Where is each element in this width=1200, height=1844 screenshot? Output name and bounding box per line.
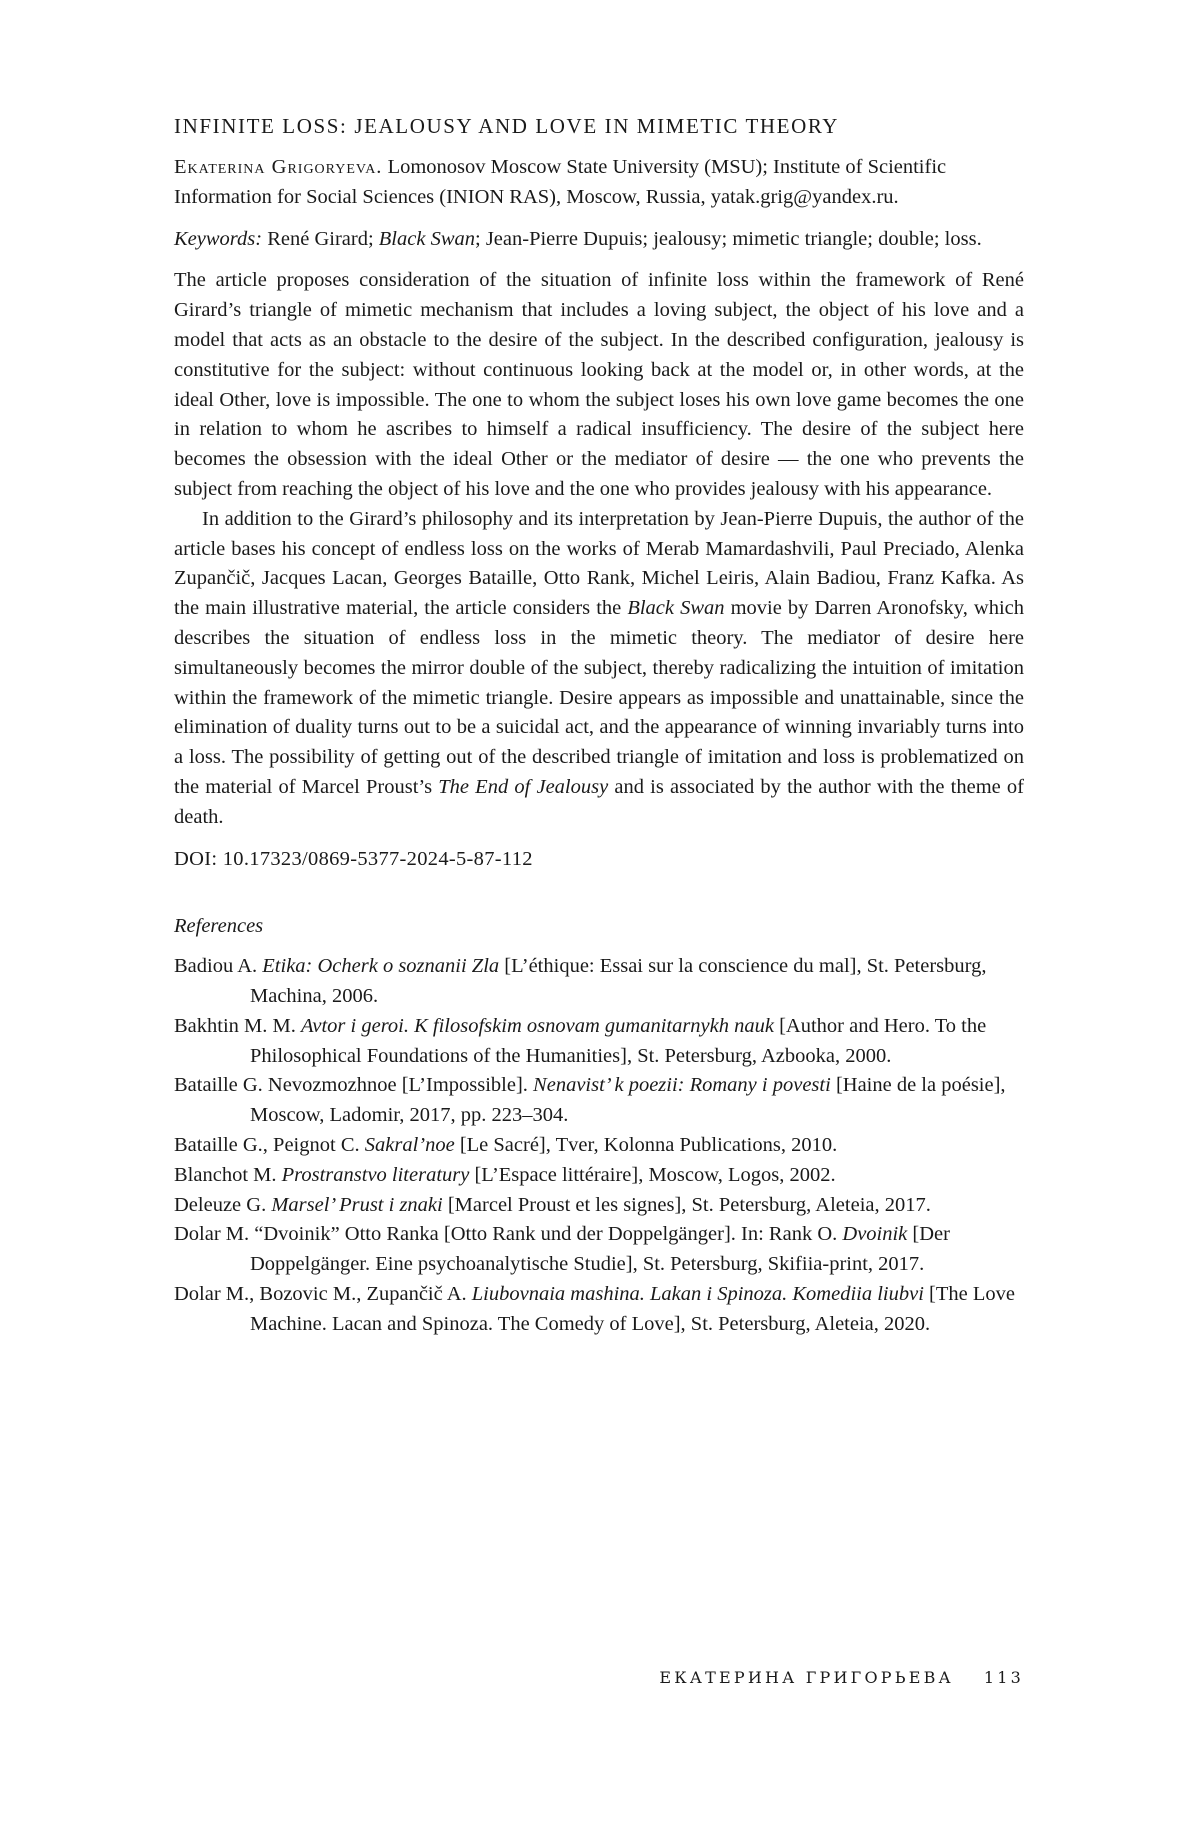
author-name: Ekaterina Grigoryeva.: [174, 156, 383, 178]
abstract-paragraph-1: The article proposes consideration of the situation of infinite loss within the framework of René Girard’s triangle of mimetic mechanism that includes a loving subject, the object of his love and a model that acts as an obstacle to the desire of the subject. In the described configuration, jealousy is constitutive for the subject: without continuous looking back at the model or, in other words, at the ideal Other, love is impossible. The one to whom the subject loses his own love game becomes the one in relation to whom he ascribes to himself a radical insufficiency. The desire of the subject here becomes the obsession with the ideal Other or the mediator of desire — the one who prevents the subject from reaching the object of his love and the one who provides jealousy with his appearance.: [174, 269, 1024, 500]
reference-item: [174, 1191, 1024, 1221]
reference-item: [174, 1220, 1024, 1280]
abstract-paragraph-2: [174, 505, 1024, 833]
article-title: INFINITE LOSS: JEALOUSY AND LOVE IN MIMETIC THEORY: [174, 114, 840, 138]
doi: DOI: 10.17323/0869-5377-2024-5-87-112: [174, 847, 533, 870]
text-run: [The Love Machine. Lacan and Spinoza. The Comedy of Love], St. Petersburg, Aleteia, 2020.: [250, 1282, 1015, 1335]
italic-run: Sakral’noe: [364, 1133, 455, 1156]
text-run: René Girard;: [262, 227, 379, 250]
running-head: ЕКАТЕРИНА ГРИГОРЬЕВА: [659, 1668, 954, 1687]
italic-run: Avtor i geroi. K filosofskim osnovam gumanitarnykh nauk: [301, 1014, 774, 1037]
text-run: Badiou A.: [174, 955, 263, 978]
text-run: Dolar M., Bozovic M., Zupančič A.: [174, 1282, 472, 1305]
text-run: ; Jean-Pierre Dupuis; jealousy; mimetic triangle; double; loss.: [475, 227, 982, 250]
italic-run: The End of Jealousy: [438, 775, 609, 798]
text-run: Blanchot M.: [174, 1163, 282, 1186]
text-run: Deleuze G.: [174, 1193, 272, 1216]
italic-run: Black Swan: [627, 597, 725, 620]
italic-run: Prostranstvo literatury: [281, 1163, 470, 1186]
text-run: Bataille G., Peignot C.: [174, 1133, 365, 1156]
italic-run: Etika: Ocherk o soznanii Zla: [262, 955, 500, 978]
article-body: [174, 111, 1024, 1339]
italic-run: Black Swan: [378, 227, 475, 250]
reference-item: [174, 1280, 1024, 1340]
text-run: [Der Doppelgänger. Eine psychoanalytische Studie], St. Petersburg, Skifiia-print, 2017.: [250, 1223, 950, 1276]
abstract: [174, 266, 1024, 832]
italic-run: Dvoinik: [842, 1223, 908, 1246]
text-run: [Author and Hero. To the Philosophical Foundations of the Humanities], St. Petersburg, Azbooka, 2000.: [250, 1014, 987, 1067]
reference-item: [174, 1071, 1024, 1131]
text-run: movie by Darren Aronofsky, which describes the situation of endless loss in the mimetic theory. The mediator of desire here simultaneously becomes the mirror double of the subject, thereby radicalizing the intuition of imitation within the framework of the mimetic triangle. Desire appears as impossible and unattainable, since the elimination of duality turns out to be a suicidal act, and the appearance of winning invariably turns into a loss. The possibility of getting out of the described triangle of imitation and loss is problematized on the material of Marcel Proust’s: [174, 597, 1024, 798]
italic-run: Nenavist’ k poezii: Romany i povesti: [533, 1074, 831, 1097]
italic-run: Liubovnaia mashina. Lakan i Spinoza. Komediia liubvi: [471, 1282, 924, 1305]
reference-item: [174, 1131, 1024, 1161]
reference-item: [174, 1161, 1024, 1191]
text-run: Bakhtin M. M.: [174, 1014, 301, 1037]
page-footer: [659, 1668, 1024, 1687]
text-run: [L’éthique: Essai sur la conscience du mal], St. Petersburg, Machina, 2006.: [250, 955, 987, 1007]
reference-item: [174, 1012, 1024, 1072]
reference-item: [174, 952, 1024, 1012]
text-run: In addition to the Girard’s philosophy and its interpretation by Jean-Pierre Dupuis, the author of the article bases his concept of endless loss on the works of Merab Mamardashvili, Paul Preciado, Alenka Zupančič, Jacques Lacan, Georges Bataille, Otto Rank, Michel Leiris, Alain Badiou, Franz Kafka. As the main illustrative material, the article considers the: [174, 507, 1024, 620]
text-run: [Marcel Proust et les signes], St. Petersburg, Aleteia, 2017.: [442, 1193, 931, 1216]
keywords-label: Keywords:: [174, 227, 263, 250]
author-block: [174, 153, 1024, 213]
keywords: [174, 225, 1024, 255]
text-run: Dolar M. “Dvoinik” Otto Ranka [Otto Rank und der Doppelgänger]. In: Rank O.: [174, 1223, 843, 1246]
text-run: Bataille G. Nevozmozhnoe [L’Impossible].: [174, 1074, 534, 1097]
text-run: [Le Sacré], Tver, Kolonna Publications, 2010.: [454, 1133, 838, 1156]
text-run: and is associated by the author with the theme of death.: [174, 775, 1024, 828]
keywords-list: [262, 228, 982, 250]
text-run: [Haine de la poésie], Moscow, Ladomir, 2017, pp. 223–304.: [250, 1074, 1006, 1127]
text-run: [L’Espace littéraire], Moscow, Logos, 2002.: [469, 1163, 836, 1186]
italic-run: Marsel’ Prust i znaki: [271, 1193, 443, 1216]
references-list: [174, 952, 1024, 1339]
author-affiliation: Lomonosov Moscow State University (MSU); Institute of Scientific Information for Social Sciences (INION RAS), Moscow, Russia, yatak.grig@yandex.ru.: [174, 156, 947, 208]
references-heading: References: [174, 915, 264, 938]
page-number: 113: [983, 1668, 1024, 1687]
